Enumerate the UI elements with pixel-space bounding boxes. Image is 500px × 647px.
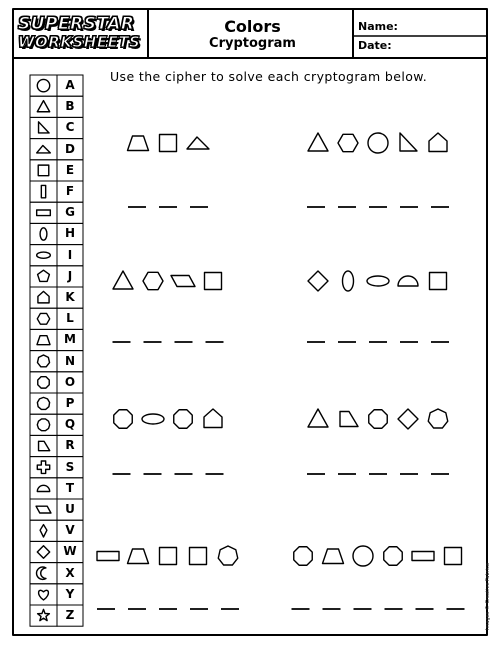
hexagon-icon (37, 313, 49, 324)
house-pentagon-icon (429, 133, 447, 152)
cipher-letter-e: E (65, 162, 75, 177)
right-triangle-icon (39, 122, 50, 133)
octagon-icon (38, 377, 49, 388)
square-icon (160, 135, 177, 152)
nonagon-icon (37, 397, 49, 409)
cipher-shape-cell (30, 584, 57, 605)
oval-vertical-icon (40, 228, 47, 240)
trapezoid-icon (37, 336, 50, 345)
octagon-icon (114, 410, 132, 428)
cipher-shape-cell (30, 245, 57, 266)
cipher-letter-a: A (65, 78, 75, 92)
star-icon (38, 609, 50, 620)
octagon-icon (384, 547, 402, 565)
triangle-icon (113, 271, 133, 289)
hexagon-icon (338, 134, 358, 151)
oval-vertical-icon (343, 271, 354, 291)
cipher-letter-b: B (65, 99, 75, 114)
heptagon-icon (218, 546, 238, 565)
semicircle-icon (398, 276, 418, 286)
cipher-letter-d: D (65, 141, 75, 156)
diamond-icon (398, 409, 418, 429)
name-field[interactable]: Name: (358, 20, 398, 33)
oval-horizontal-icon (37, 252, 51, 258)
octagon-icon (294, 547, 312, 565)
oval-horizontal-icon (367, 276, 389, 286)
cryptogram-1 (128, 135, 210, 208)
trapezoid-icon (128, 549, 149, 564)
trapezoid-icon (323, 549, 344, 564)
cipher-letter-j: J (67, 268, 73, 283)
wide-rectangle-icon (412, 552, 434, 561)
cipher-letter-n: N (64, 353, 76, 368)
house-pentagon-icon (204, 409, 222, 428)
triangle-icon (308, 133, 328, 151)
cross-icon (37, 461, 49, 473)
octagon-icon (174, 410, 192, 428)
cipher-shape-cell (30, 266, 57, 287)
pentagon-icon (38, 270, 50, 281)
cryptogram-3 (113, 271, 224, 342)
cipher-letter-s: S (65, 459, 75, 474)
triangle-icon (308, 409, 328, 427)
decagon-icon (37, 419, 49, 431)
cipher-shape-cell (30, 563, 57, 584)
cipher-shape-cell (30, 223, 57, 244)
cipher-shape-cell (30, 202, 57, 223)
wide-triangle-icon (187, 137, 209, 149)
cipher-letter-c: C (65, 120, 75, 135)
cryptogram-8 (292, 546, 465, 609)
cipher-shape-cell (30, 75, 57, 96)
semicircle-icon (37, 485, 49, 491)
logo-worksheets: WORKSHEETS (18, 33, 141, 51)
cipher-shape-cell (30, 393, 57, 414)
cryptogram-4 (307, 271, 449, 342)
instructions: Use the cipher to solve each cryptogram below. (110, 69, 428, 84)
cryptogram-5 (113, 409, 224, 474)
date-field[interactable]: Date: (358, 39, 392, 52)
logo-superstar: SUPERSTAR (18, 14, 135, 34)
cipher-letter-w: W (63, 544, 77, 559)
house-pentagon-icon (38, 291, 49, 302)
cipher-letter-h: H (64, 226, 76, 241)
outer-border (13, 9, 487, 635)
cipher-shape-cell (30, 329, 57, 350)
square-icon (430, 273, 447, 290)
hexagon-icon (143, 272, 163, 289)
kite-icon (40, 525, 47, 537)
cipher-shape-cell (30, 351, 57, 372)
triangle-icon (37, 101, 49, 112)
quad-right-icon (39, 441, 50, 450)
square-icon (205, 273, 222, 290)
circle-icon (37, 79, 49, 91)
cipher-shape-cell (30, 308, 57, 329)
cipher-letter-y: Y (65, 586, 75, 601)
wide-triangle-icon (37, 145, 51, 152)
cipher-letter-f: F (65, 184, 75, 198)
cipher-letter-l: L (66, 311, 74, 326)
cipher-letter-i: I (67, 247, 73, 262)
circle-icon (368, 133, 388, 153)
octagon-icon (369, 410, 387, 428)
square-icon (160, 548, 177, 565)
diamond-icon (37, 546, 49, 558)
cipher-shape-cell (30, 457, 57, 478)
cipher-letter-k: K (65, 290, 75, 304)
wide-rectangle-icon (37, 210, 51, 216)
cipher-letter-r: R (65, 438, 75, 453)
image-credit: Images © Creative Fabrica (485, 563, 491, 630)
cipher-letter-u: U (65, 502, 75, 516)
cipher-shape-cell (30, 435, 57, 456)
cipher-letter-g: G (65, 205, 75, 220)
circle-icon (353, 546, 373, 566)
parallelogram-icon (171, 276, 195, 287)
cryptogram-2 (307, 133, 449, 207)
cipher-shape-cell (30, 478, 57, 499)
heptagon-icon (428, 409, 448, 428)
cryptogram-7 (97, 546, 239, 609)
quad-right-icon (340, 412, 358, 427)
cipher-letter-m: M (64, 332, 76, 347)
cipher-letter-q: Q (64, 417, 76, 432)
cipher-shape-cell (30, 96, 57, 117)
cipher-letter-z: Z (65, 608, 75, 622)
square-icon (190, 548, 207, 565)
cipher-shape-cell (30, 372, 57, 393)
crescent-icon (37, 567, 46, 579)
cipher-shape-cell (30, 520, 57, 541)
cipher-shape-cell (30, 499, 57, 520)
right-triangle-icon (400, 133, 417, 151)
cipher-letter-t: T (65, 480, 75, 495)
cipher-letter-p: P (65, 396, 75, 410)
cipher-shape-cell (30, 181, 57, 202)
oval-horizontal-icon (142, 414, 164, 424)
cipher-shape-cell (30, 414, 57, 435)
cipher-shape-cell (30, 605, 57, 626)
cipher-letter-o: O (64, 374, 76, 389)
wide-rectangle-icon (97, 552, 119, 561)
cipher-shape-cell (30, 139, 57, 160)
square-icon (38, 165, 49, 176)
cipher-shape-cell (30, 160, 57, 181)
heptagon-icon (37, 355, 49, 367)
page-title: Colors (224, 17, 281, 36)
square-icon (445, 548, 462, 565)
parallelogram-icon (36, 506, 51, 513)
page-subtitle: Cryptogram (209, 36, 296, 51)
cipher-letter-v: V (65, 523, 75, 538)
heart-icon (39, 590, 49, 600)
cipher-letter-x: X (65, 565, 75, 580)
diamond-icon (308, 271, 328, 291)
trapezoid-icon (128, 136, 149, 151)
tall-rectangle-icon (41, 185, 45, 197)
cryptogram-6 (307, 409, 449, 474)
cipher-shape-cell (30, 541, 57, 562)
cipher-shape-cell (30, 287, 57, 308)
